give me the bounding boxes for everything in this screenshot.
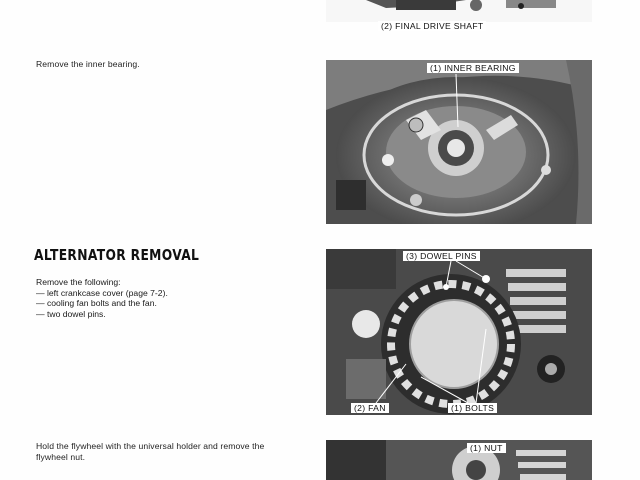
inner-bearing-leader-line	[440, 72, 470, 132]
removal-list-item: — cooling fan bolts and the fan.	[36, 298, 157, 308]
inner-bearing-callout: (1) INNER BEARING	[427, 63, 519, 73]
step-remove-inner-bearing: Remove the inner bearing.	[36, 59, 140, 69]
step-hold-flywheel	[36, 441, 314, 463]
final-drive-shaft-image	[326, 0, 592, 22]
removal-list-item: — two dowel pins.	[36, 308, 106, 319]
section-title-alternator-removal: ALTERNATOR REMOVAL	[34, 246, 200, 264]
step-hold-flywheel-line1: Hold the flywheel with the universal holder and remove the	[36, 441, 265, 451]
alternator-leader-lines	[326, 249, 592, 415]
bolts-callout: (1) BOLTS	[448, 403, 497, 413]
step-hold-flywheel-line2: flywheel nut.	[36, 452, 86, 462]
removal-list-item: — left crankcase cover (page 7-2).	[36, 287, 168, 298]
nut-callout: (1) NUT	[467, 443, 506, 453]
flywheel-image	[326, 440, 592, 480]
flywheel-photo	[326, 440, 592, 480]
final-drive-shaft-callout: (2) FINAL DRIVE SHAFT	[378, 21, 486, 31]
removal-list	[36, 277, 168, 319]
dowel-pins-callout: (3) DOWEL PINS	[403, 251, 480, 261]
fan-callout: (2) FAN	[351, 403, 389, 413]
final-drive-shaft-photo	[326, 0, 592, 22]
removal-list-intro: Remove the following:	[36, 277, 121, 287]
